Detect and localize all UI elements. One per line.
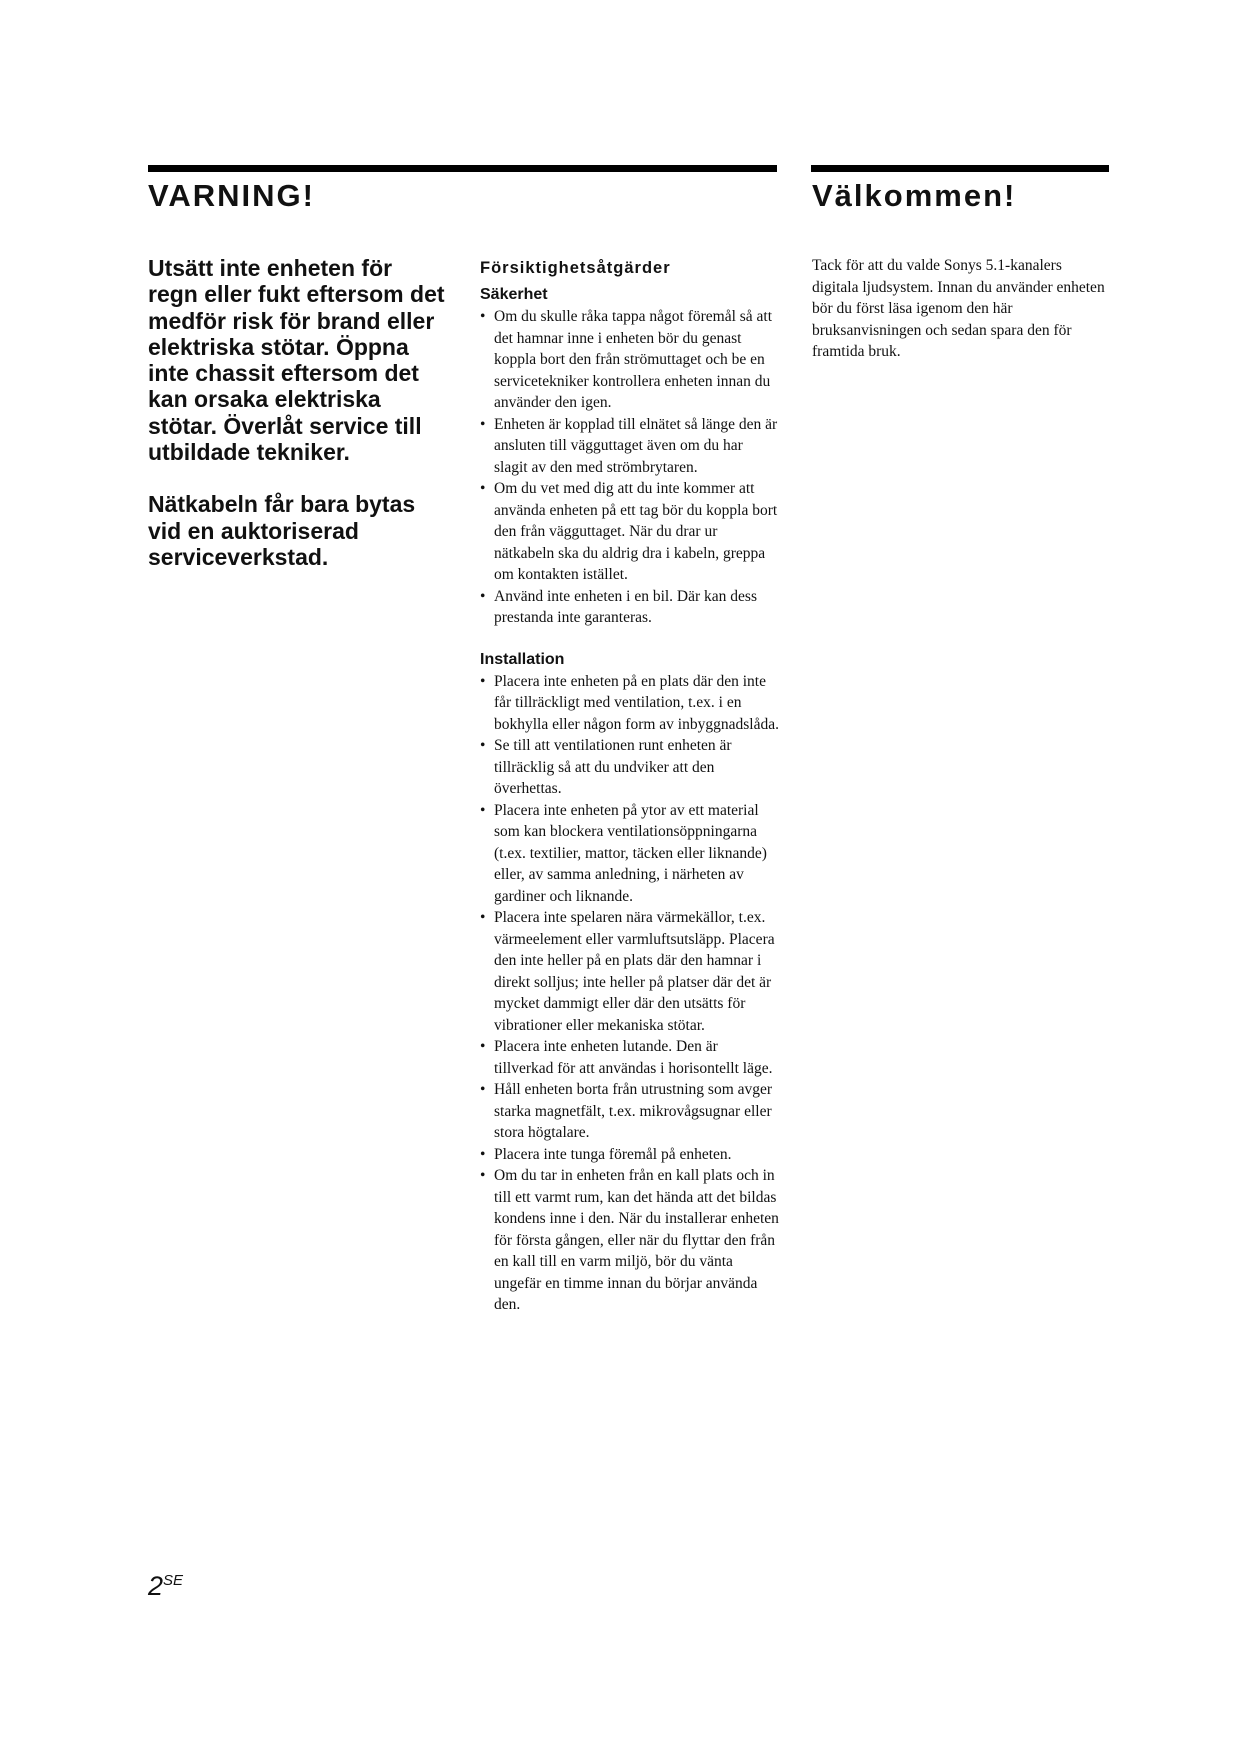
list-item: • Placera inte spelaren nära värmekällor, t.ex. värmeelement eller varmluftsutsläpp. Placera den inte heller på en plats där den hamnar i direkt solljus; inte heller på platser där det är mycket dammigt eller där den utsätts för vibrationer eller mekaniska stötar. [480,907,780,1036]
list-item: • Om du tar in enheten från en kall plats och in till ett varmt rum, kan det hända att det bildas kondens inne i den. När du installerar enheten för första gången, eller när du flyttar den från en kall till en varm miljö, bör du vänta ungefär en timme innan du börjar använda den. [480,1165,780,1316]
safety-list [480,306,780,629]
list-item: • Placera inte enheten lutande. Den är tillverkad för att användas i horisontellt läge. [480,1036,780,1079]
list-item: • Se till att ventilationen runt enheten är tillräcklig så att du undviker att den överhettas. [480,735,780,800]
list-item: • Om du skulle råka tappa något föremål så att det hamnar inne i enheten bör du genast koppla bort den från strömuttaget och be en servicetekniker kontrollera enheten innan du använder den igen. [480,306,780,414]
precautions-column [480,258,780,1316]
list-item: • Placera inte enheten på en plats där den inte får tillräckligt med ventilation, t.ex. i en bokhylla eller någon form av inbyggnadslåda. [480,671,780,736]
installation-list [480,671,780,1316]
warning-paragraph-1: Utsätt inte enheten för regn eller fukt eftersom det medför risk för brand eller elektriska stötar. Öppna inte chassit eftersom det kan orsaka elektriska stötar. Överlåt service till utbildade tekniker. [148,255,445,466]
list-item: • Håll enheten borta från utrustning som avger starka magnetfält, t.ex. mikrovågsugnar eller stora högtalare. [480,1079,780,1144]
left-section-title: VARNING! [148,178,315,213]
safety-heading: Säkerhet [480,286,548,303]
page-number [148,1566,183,1601]
warning-block [148,255,448,570]
precautions-heading: Försiktighetsåtgärder [480,259,671,277]
list-item: • Använd inte enheten i en bil. Där kan dess prestanda inte garanteras. [480,586,780,629]
list-item: • Placera inte tunga föremål på enheten. [480,1144,780,1166]
page-number-value: 2 [148,1571,164,1601]
right-header-rule [811,165,1109,172]
list-item: • Enheten är kopplad till elnätet så länge den är ansluten till vägguttaget även om du har slagit av den med strömbrytaren. [480,414,780,479]
warning-paragraph-2: Nätkabeln får bara bytas vid en auktoriserad serviceverkstad. [148,491,416,570]
list-item: • Placera inte enheten på ytor av ett material som kan blockera ventilationsöppningarna (t.ex. textilier, mattor, täcken eller liknande) eller, av samma anledning, i närheten av gardiner och liknande. [480,800,780,908]
list-item: • Om du vet med dig att du inte kommer att använda enheten på ett tag bör du koppla bort den från vägguttaget. När du drar ur nätkabeln ska du aldrig dra i kabeln, greppa om kontakten istället. [480,478,780,586]
page-number-suffix: SE [163,1572,184,1589]
left-header-rule [148,165,777,172]
welcome-paragraph: Tack för att du valde Sonys 5.1-kanalers digitala ljudsystem. Innan du använder enheten bör du först läsa igenom den här bruksanvisningen och sedan spara den för framtida bruk. [812,257,1105,360]
right-section-title: Välkommen! [812,178,1017,213]
installation-heading: Installation [480,650,565,668]
